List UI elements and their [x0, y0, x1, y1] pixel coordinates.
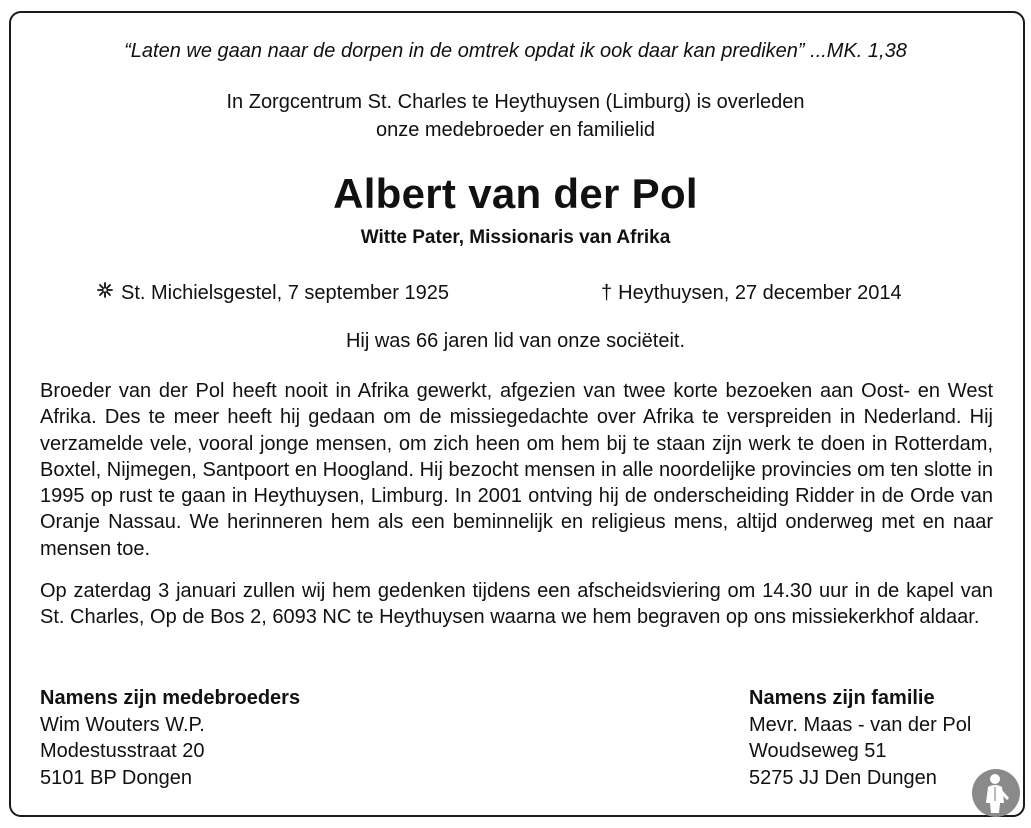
mourning-figure-logo-icon — [971, 768, 1021, 818]
signature-city: 5275 JJ Den Dungen — [749, 766, 937, 789]
intro-line-1: In Zorgcentrum St. Charles te Heythuysen (Limburg) is overleden — [226, 91, 805, 113]
body-paragraph-1: Broeder van der Pol heeft nooit in Afrika gewerkt, afgezien van twee korte bezoeken aan Oost- en West Afrika. Des te meer heeft hij gedaan om de missiegedachte over Afrika te verspreiden in Nederland. Hij verzamelde vele, vooral jonge mensen, om zich heen om hem bij te staan zijn werk te doen in Rotterdam, Boxtel, Nijmegen, Santpoort en Hoogland. Hij bezocht mensen in alle noordelijke provincies om ten slotte in 1995 op rust te gaan in Heythuysen, Limburg. In 2001 ontving hij de onderscheiding Ridder in de Orde van Oranje Nassau. We herinneren hem als een beminnelijk en religieus mens, altijd onderweg met en naar mensen toe. — [40, 380, 993, 560]
intro-text — [0, 88, 1031, 144]
asterisk-star-icon — [97, 282, 113, 303]
signature-city: 5101 BP Dongen — [40, 766, 192, 789]
body-paragraph-2: Op zaterdag 3 januari zullen wij hem gedenken tijdens een afscheidsviering om 14.30 uur in de kapel van St. Charles, Op de Bos 2, 6093 NC te Heythuysen waarna we hem begraven op ons missiekerkhof aldaar. — [40, 580, 993, 629]
birth-info — [97, 282, 449, 305]
signature-name: Wim Wouters W.P. — [40, 713, 205, 736]
deceased-title: Witte Pater, Missionaris van Afrika — [360, 227, 671, 248]
signature-name: Mevr. Maas - van der Pol — [749, 713, 972, 736]
birth-text: St. Michielsgestel, 7 september 1925 — [121, 282, 449, 304]
signature-street: Woudseweg 51 — [749, 740, 887, 762]
signature-heading: Namens zijn medebroeders — [40, 687, 301, 709]
signature-heading: Namens zijn familie — [749, 687, 935, 709]
death-info — [601, 282, 902, 305]
membership-text: Hij was 66 jaren lid van onze sociëteit. — [345, 330, 686, 352]
signature-street: Modestusstraat 20 — [40, 740, 205, 762]
signature-brothers — [40, 685, 300, 791]
signature-family — [749, 685, 971, 791]
dagger-symbol: † — [601, 282, 613, 304]
death-text: Heythuysen, 27 december 2014 — [618, 282, 902, 304]
bible-quote: “Laten we gaan naar de dorpen in de omtrek opdat ik ook daar kan prediken” ...MK. 1,38 — [124, 40, 907, 62]
intro-line-2: onze medebroeder en familielid — [375, 119, 656, 141]
deceased-name: Albert van der Pol — [333, 170, 698, 217]
